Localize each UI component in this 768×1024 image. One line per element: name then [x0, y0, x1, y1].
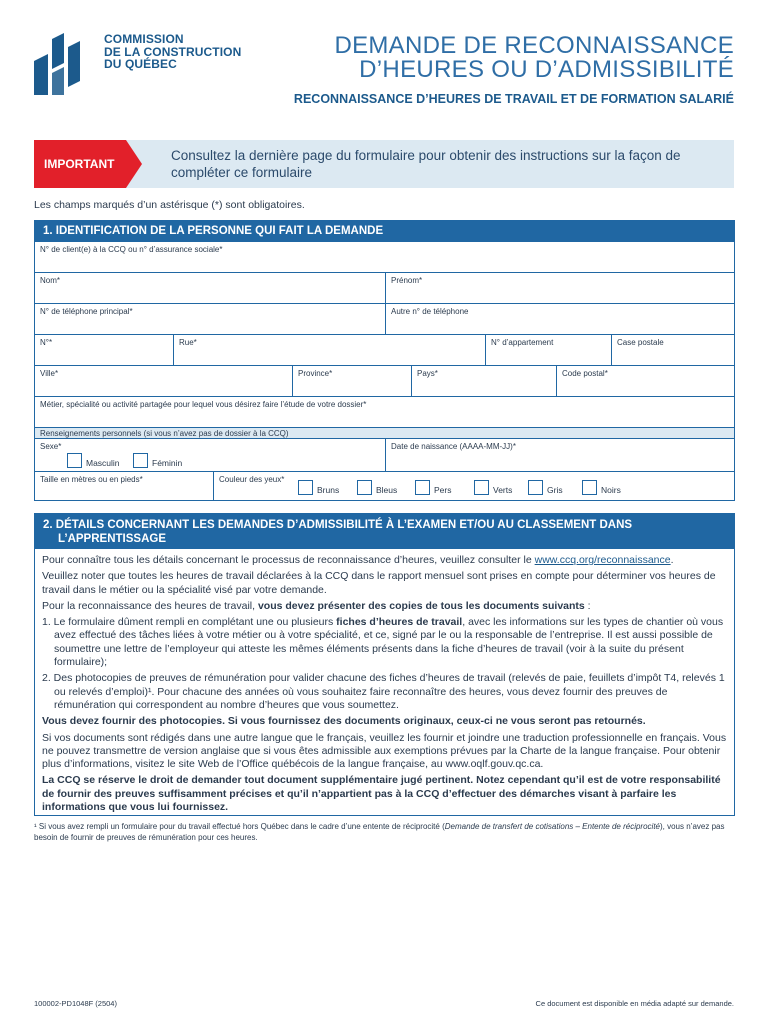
other-phone-field[interactable]: Autre n° de téléphone — [385, 304, 734, 334]
important-banner — [34, 140, 734, 188]
footnote: ¹ Si vous avez rempli un formulaire pour du travail effectué hors Québec dans le cadre d’une entente de réciprocité (Demande de transfert de cotisations – Entente de réciprocité), vous n’avez pas besoin de fournir de preuves de rémunération pour ces heures. — [34, 822, 725, 842]
important-text: Consultez la dernière page du formulaire pour obtenir des instructions sur la façon de compléter ce formulaire — [171, 148, 681, 180]
trade-field[interactable]: Métier, spécialité ou activité partagée pour lequel vous désirez faire l’étude de votre dossier* — [40, 400, 367, 409]
eye-color-field: Couleur des yeux* Bruns Bleus Pers Verts Gris Noirs — [213, 472, 734, 500]
section-1-title: 1. IDENTIFICATION DE LA PERSONNE QUI FAIT LA DEMANDE — [35, 221, 734, 241]
masculin-checkbox[interactable] — [67, 453, 82, 468]
form-title: DEMANDE DE RECONNAISSANCE D’HEURES OU D’ADMISSIBILITÉ — [334, 32, 734, 83]
important-arrow-icon — [126, 140, 142, 188]
hours-note: Veuillez noter que toutes les heures de travail déclarées à la CCQ dans le rapport mensuel sont prises en compte pour déterminer vos heures de travail dans le métier ou la spécialité visé par votre demande. — [42, 570, 716, 596]
feminin-checkbox[interactable] — [133, 453, 148, 468]
country-field[interactable]: Pays* — [411, 366, 556, 396]
ccq-logo-icon — [34, 33, 98, 97]
section-2-title: 2. DÉTAILS CONCERNANT LES DEMANDES D’ADMISSIBILITÉ À L’EXAMEN ET/OU AU CLASSEMENT DANS L’APPRENTISSAGE — [35, 514, 734, 549]
ccq-logo — [34, 33, 241, 97]
sex-field: Sexe* Masculin Féminin — [40, 442, 183, 468]
section-2 — [34, 513, 735, 816]
apartment-field[interactable]: N° d’appartement — [485, 335, 611, 365]
eyes-bleus-checkbox[interactable] — [357, 480, 372, 495]
language-note: Si vos documents sont rédigés dans une autre langue que le français, veuillez les fournir et joindre une traduction professionnelle en français. Vous ne pouvez transmettre de version anglaise que si vous êtes admissible aux exemptions prévues par la Charte de la langue française. Pour obtenir plus d’informations, visitez le site Web de l’Office québécois de la langue française, au www.oqlf.gouv.qc.ca. — [42, 731, 727, 771]
photocopies-warning: Vous devez fournir des photocopies. Si vous fournissez des documents originaux, ceux-ci ne vous seront pas retournés. — [42, 715, 646, 728]
org-name: COMMISSION DE LA CONSTRUCTION DU QUÉBEC — [104, 32, 242, 71]
first-name-field[interactable]: Prénom* — [385, 273, 734, 303]
birth-date-field[interactable]: Date de naissance (AAAA-MM-JJ)* — [385, 439, 734, 471]
main-phone-field[interactable]: N° de téléphone principal* — [40, 307, 133, 316]
client-number-field[interactable]: N° de client(e) à la CCQ ou n° d’assurance sociale* — [40, 245, 223, 254]
eyes-pers-checkbox[interactable] — [415, 480, 430, 495]
eyes-noirs-checkbox[interactable] — [582, 480, 597, 495]
eyes-gris-checkbox[interactable] — [528, 480, 543, 495]
form-subtitle: RECONNAISSANCE D’HEURES DE TRAVAIL ET DE FORMATION SALARIÉ — [293, 92, 734, 106]
ccq-reserve-note: La CCQ se réserve le droit de demander tout document supplémentaire jugé pertinent. Notez cependant qu’il est de votre responsabilité de fournir des preuves suffisamment précises et qu’il n’appartient pas à la CCQ d’effectuer des démarches visant à parfaire les informations que vous lui fournissez. — [42, 774, 721, 814]
important-tag: IMPORTANT — [34, 140, 126, 188]
accessibility-notice: Ce document est disponible en média adapté sur demande. — [535, 999, 734, 1008]
eyes-bruns-checkbox[interactable] — [298, 480, 313, 495]
feminin-label: Féminin — [152, 458, 183, 468]
personal-info-label: Renseignements personnels (si vous n’avez pas de dossier à la CCQ) — [40, 429, 289, 438]
section-2-body — [35, 549, 734, 822]
info-paragraph: Pour connaître tous les détails concernant le processus de reconnaissance d’heures, veuillez consulter le www.ccq.org/reconnaissance. — [42, 554, 674, 566]
documents-intro: Pour la reconnaissance des heures de travail, vous devez présenter des copies de tous les documents suivants : — [42, 599, 591, 612]
requirement-2: 2. Des photocopies de preuves de rémunération pour valider chacune des fiches d’heures de travail (relevés de paie, feuillets d’impôt T4, relevés 1 ou relevés d’emploi)¹. Pour chacune des années où vous souhaitez faire reconnaître des heures, vous devez fournir des preuves de rémunération qui correspondent au nombre d’heures que vous soumettez. — [42, 672, 725, 711]
eyes-verts-checkbox[interactable] — [474, 480, 489, 495]
po-box-field[interactable]: Case postale — [611, 335, 734, 365]
section-1 — [34, 220, 735, 501]
street-field[interactable]: Rue* — [173, 335, 485, 365]
city-field[interactable]: Ville* — [40, 369, 59, 378]
required-note: Les champs marqués d’un astérisque (*) sont obligatoires. — [34, 199, 305, 211]
masculin-label: Masculin — [86, 458, 120, 468]
postal-code-field[interactable]: Code postal* — [556, 366, 734, 396]
last-name-field[interactable]: Nom* — [40, 276, 61, 285]
form-code: 100002-PD1048F (2504) — [34, 999, 117, 1008]
height-field[interactable]: Taille en mètres ou en pieds* — [40, 475, 143, 484]
requirement-1: 1. Le formulaire dûment rempli en complétant une ou plusieurs fiches d’heures de travail, avec les informations sur les types de chantier où vous avez effectué des tâches liées à votre métier ou à votre spécialité, et ce, signé par le ou la responsable de l’entreprise. Il est aussi possible de soumettre une lettre de l’employeur qui atteste les mêmes éléments présents dans la fiche d’heures de travail (voir à la suite du présent formulaire); — [42, 616, 724, 669]
street-number-field[interactable]: N°* — [40, 338, 53, 347]
reconnaissance-link[interactable]: www.ccq.org/reconnaissance — [534, 554, 671, 566]
province-field[interactable]: Province* — [292, 366, 411, 396]
